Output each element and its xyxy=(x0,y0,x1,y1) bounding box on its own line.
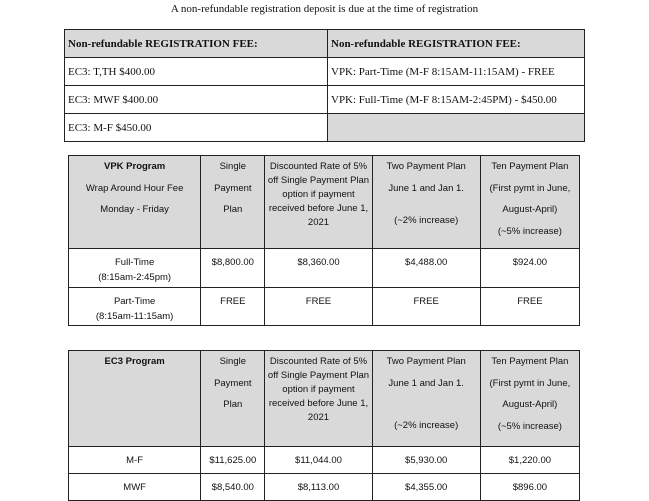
header-line: (~2% increase) xyxy=(394,420,459,431)
ten-payment-price: $924.00 xyxy=(480,249,579,288)
header-line: Single xyxy=(219,356,247,367)
header-line: option if payment xyxy=(282,189,355,200)
fee-cell: VPK: Part-Time (M-F 8:15AM-11:15AM) - FREE xyxy=(328,58,585,86)
discounted-price: $8,360.00 xyxy=(265,249,372,288)
single-price: $8,800.00 xyxy=(201,249,265,288)
table-row xyxy=(69,288,580,326)
header-line: Payment xyxy=(214,182,252,194)
row-name: MWF xyxy=(69,474,201,501)
row-name xyxy=(69,288,201,326)
row-name-line: Part-Time xyxy=(113,296,156,307)
fee-header-right: Non-refundable REGISTRATION FEE: xyxy=(328,30,585,58)
header-line: received before June 1, xyxy=(268,203,369,214)
header-line: Single xyxy=(219,161,247,172)
vpk-header-ten-payment xyxy=(480,156,579,249)
header-line: June 1 and Jan 1. xyxy=(388,182,464,194)
discounted-price: $8,113.00 xyxy=(265,474,372,501)
ec3-header-two-payment xyxy=(372,351,480,447)
table-row xyxy=(69,447,580,474)
header-line: August-April) xyxy=(502,399,558,410)
vpk-header-two-payment xyxy=(372,156,480,249)
header-line: Wrap Around Hour Fee xyxy=(85,182,184,194)
header-line: (First pymt in June, xyxy=(489,182,571,194)
fee-row xyxy=(65,114,585,142)
header-line: Two Payment Plan xyxy=(386,356,466,367)
ec3-table-header xyxy=(69,351,580,447)
fee-row xyxy=(65,86,585,114)
header-line: Ten Payment Plan xyxy=(491,356,569,367)
header-line: option if payment xyxy=(282,384,355,395)
header-line: August-April) xyxy=(502,204,558,215)
two-payment-price: FREE xyxy=(372,288,480,326)
row-name-line: Full-Time xyxy=(115,257,155,268)
fee-header-left: Non-refundable REGISTRATION FEE: xyxy=(65,30,328,58)
row-name xyxy=(69,249,201,288)
two-payment-price: $5,930.00 xyxy=(372,447,480,474)
row-name-line: (8:15am-2:45pm) xyxy=(98,272,172,283)
ten-payment-price: FREE xyxy=(480,288,579,326)
fee-cell: VPK: Full-Time (M-F 8:15AM-2:45PM) - $450.00 xyxy=(328,86,585,114)
vpk-header-program xyxy=(69,156,201,249)
ec3-header-single xyxy=(201,351,265,447)
header-line: Payment xyxy=(214,377,252,389)
header-line: (~2% increase) xyxy=(394,215,459,226)
vpk-program-table xyxy=(68,155,580,326)
header-line: EC3 Program xyxy=(104,356,165,367)
table-row xyxy=(69,474,580,501)
header-line: Discounted Rate of 5% xyxy=(269,356,368,367)
fee-cell: EC3: T,TH $400.00 xyxy=(65,58,328,86)
fee-cell: EC3: M-F $450.00 xyxy=(65,114,328,142)
vpk-table-header xyxy=(69,156,580,249)
table-row xyxy=(69,249,580,288)
ec3-header-discounted xyxy=(265,351,372,447)
two-payment-price: $4,488.00 xyxy=(372,249,480,288)
discounted-price: $11,044.00 xyxy=(265,447,372,474)
fee-table-header xyxy=(65,30,585,58)
registration-fee-table xyxy=(64,29,585,142)
fee-cell: EC3: MWF $400.00 xyxy=(65,86,328,114)
header-line: VPK Program xyxy=(104,161,166,172)
ten-payment-price: $896.00 xyxy=(480,474,579,501)
header-line: 2021 xyxy=(307,412,330,423)
row-name-line: (8:15am-11:15am) xyxy=(95,311,174,322)
header-line: Ten Payment Plan xyxy=(491,161,569,172)
deposit-notice: A non-refundable registration deposit is due at the time of registration xyxy=(170,3,479,15)
two-payment-price: $4,355.00 xyxy=(372,474,480,501)
single-price: $11,625.00 xyxy=(201,447,265,474)
vpk-header-discounted xyxy=(265,156,372,249)
header-line: off Single Payment Plan xyxy=(267,175,370,186)
discounted-price: FREE xyxy=(265,288,372,326)
ec3-header-ten-payment xyxy=(480,351,579,447)
ec3-header-program xyxy=(69,351,201,447)
header-line: 2021 xyxy=(307,217,330,228)
fee-cell-empty xyxy=(328,114,585,142)
header-line: Plan xyxy=(223,204,243,215)
single-price: $8,540.00 xyxy=(201,474,265,501)
header-line: received before June 1, xyxy=(268,398,369,409)
header-line: (~5% increase) xyxy=(497,225,562,237)
header-line: (~5% increase) xyxy=(497,420,562,432)
header-line: June 1 and Jan 1. xyxy=(388,377,464,389)
header-line: Two Payment Plan xyxy=(386,161,466,172)
header-line: Monday - Friday xyxy=(100,204,169,215)
fee-row xyxy=(65,58,585,86)
header-line: off Single Payment Plan xyxy=(267,370,370,381)
single-price: FREE xyxy=(201,288,265,326)
row-name: M-F xyxy=(69,447,201,474)
ten-payment-price: $1,220.00 xyxy=(480,447,579,474)
header-line: Discounted Rate of 5% xyxy=(269,161,368,172)
vpk-header-single xyxy=(201,156,265,249)
ec3-program-table xyxy=(68,350,580,501)
header-line: Plan xyxy=(223,399,243,410)
header-line: (First pymt in June, xyxy=(489,377,571,389)
